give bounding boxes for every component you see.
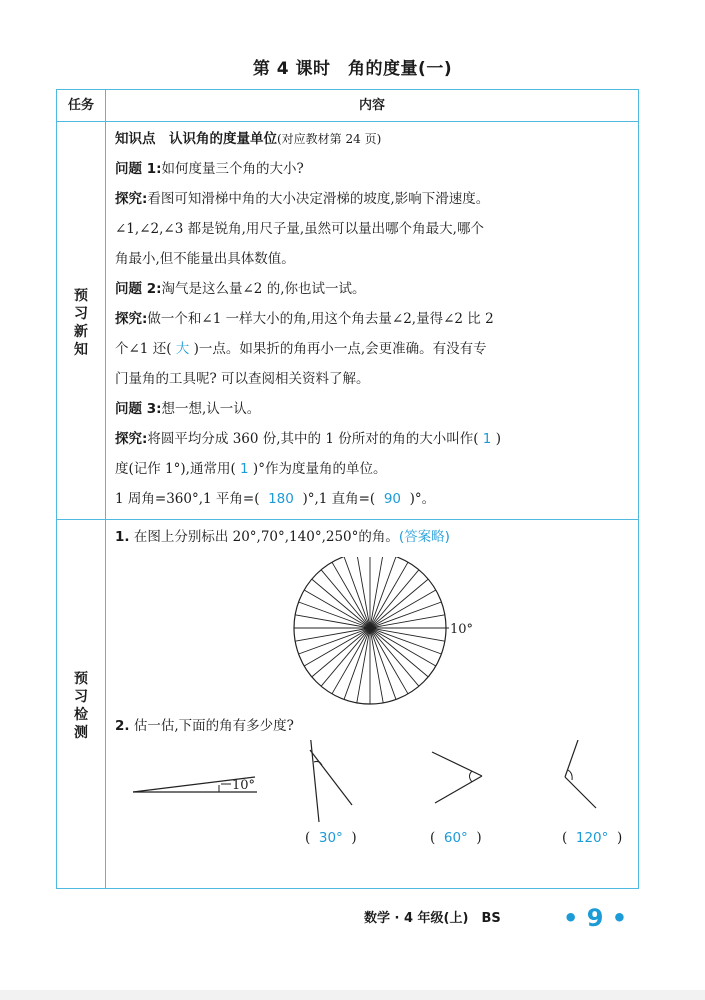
answer-120-open: ( xyxy=(562,830,568,846)
explore2-line2a: 个∠1 还( xyxy=(115,341,172,357)
estimate-angles-figure xyxy=(127,740,637,830)
answer-30-close: ) xyxy=(351,830,357,846)
q2-text: 淘气是这么量∠2 的,你也试一试。 xyxy=(161,281,366,297)
section-preview-content xyxy=(115,124,635,514)
ex1-text: 在图上分别标出 20°,70°,140°,250°的角。 xyxy=(133,529,399,545)
page-number: • 9 • xyxy=(563,904,628,932)
angle-10-reference xyxy=(133,777,257,793)
ex1-number: 1. xyxy=(115,529,130,545)
ex2-text: 估一估,下面的角有多少度? xyxy=(133,718,294,734)
angle-120 xyxy=(565,740,596,808)
angle-ref-label: 10° xyxy=(232,778,256,793)
q3-text: 想一想,认一认。 xyxy=(161,401,261,417)
explore3-line3b: )°,1 直角=( xyxy=(302,491,376,507)
answer-1-a: 1 xyxy=(482,431,492,447)
lesson-table xyxy=(56,89,639,889)
q2-label: 问题 2: xyxy=(115,281,162,297)
ex1-answer: (答案略) xyxy=(398,529,450,545)
answer-120-box xyxy=(562,830,622,846)
angle-30 xyxy=(310,740,352,822)
q1-text: 如何度量三个角的大小? xyxy=(161,161,304,177)
explore1-line3: 角最小,但不能量出具体数值。 xyxy=(115,251,295,267)
page-title: 第 4 课时 角的度量(一) xyxy=(252,59,453,79)
answer-180: 180 xyxy=(268,491,294,507)
section-divider xyxy=(57,519,638,520)
explore1-line2: ∠1,∠2,∠3 都是锐角,用尺子量,虽然可以量出哪个角最大,哪个 xyxy=(115,221,484,237)
knowledge-title: 知识点 认识角的度量单位 xyxy=(115,131,277,147)
explore3-line1b: ) xyxy=(495,431,501,447)
bottom-band xyxy=(0,990,705,1000)
answer-30-open: ( xyxy=(305,830,311,846)
answer-30-box xyxy=(305,830,357,846)
section-label-preview: 预 习 新 知 xyxy=(74,288,88,358)
explore2-line2b: )一点。如果折的角再小一点,会更准确。有没有专 xyxy=(193,341,487,357)
explore3-label: 探究: xyxy=(115,431,148,447)
header-task: 任务 xyxy=(67,98,94,113)
answer-da: 大 xyxy=(175,341,190,357)
explore3-line3c: )°。 xyxy=(409,491,436,507)
explore1-line1: 看图可知滑梯中角的大小决定滑梯的坡度,影响下滑速度。 xyxy=(147,191,490,207)
section-label-check: 预 习 检 测 xyxy=(74,671,88,741)
explore3-line2b: )°作为度量角的单位。 xyxy=(252,461,387,477)
explore3-line1a: 将圆平均分成 360 份,其中的 1 份所对的角的大小叫作( xyxy=(147,431,479,447)
section-check-content xyxy=(115,522,635,552)
answer-30: 30° xyxy=(318,830,343,846)
explore1-label: 探究: xyxy=(115,191,148,207)
answer-1-b: 1 xyxy=(240,461,249,477)
answer-90: 90 xyxy=(383,491,401,507)
knowledge-ref: (对应教材第 24 页) xyxy=(277,132,382,146)
answer-60: 60° xyxy=(443,830,468,846)
explore2-line1: 做一个和∠1 一样大小的角,用这个角去量∠2,量得∠2 比 2 xyxy=(147,311,494,327)
answer-120: 120° xyxy=(575,830,609,846)
q3-label: 问题 3: xyxy=(115,401,162,417)
ex2-heading xyxy=(115,711,635,741)
explore2-label: 探究: xyxy=(115,311,148,327)
column-divider xyxy=(105,90,106,888)
circle-label: 10° xyxy=(450,622,474,637)
header-content: 内容 xyxy=(358,98,385,113)
explore3-line2a: 度(记作 1°),通常用( xyxy=(115,461,236,477)
header-divider xyxy=(57,121,638,122)
ex2-number: 2. xyxy=(115,718,130,734)
answer-60-open: ( xyxy=(430,830,436,846)
angle-60 xyxy=(432,752,482,803)
explore2-line3: 门量角的工具呢? 可以查阅相关资料了解。 xyxy=(115,371,370,387)
footer-subject: 数学 · 4 年级(上) BS xyxy=(364,911,501,926)
degree-circle-figure xyxy=(287,557,487,707)
answer-120-close: ) xyxy=(617,830,623,846)
q1-label: 问题 1: xyxy=(115,161,162,177)
answer-60-close: ) xyxy=(476,830,482,846)
explore3-line3a: 1 周角=360°,1 平角=( xyxy=(115,491,260,507)
answer-60-box xyxy=(430,830,482,846)
